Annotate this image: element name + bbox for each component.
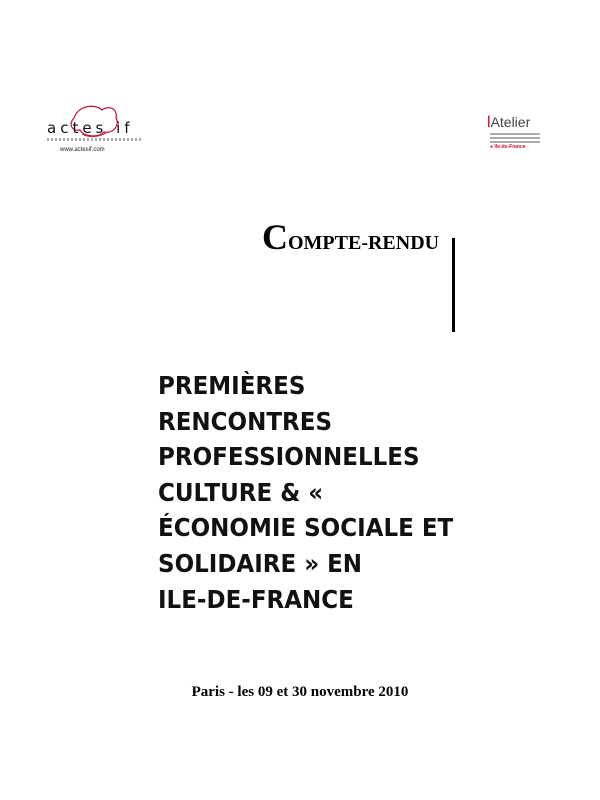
event-title-line: SOLIDAIRE » EN xyxy=(158,548,363,578)
atelier-region: ● Ile-de-France xyxy=(490,144,526,150)
event-title-line: CULTURE & « xyxy=(158,477,324,507)
actesif-url: www.actesif.com xyxy=(60,147,105,153)
title-rest: OMPTE-RENDU xyxy=(288,232,440,254)
actesif-logo xyxy=(44,104,144,160)
atelier-wordmark: lAtelier xyxy=(487,114,531,131)
atelier-logo xyxy=(484,108,554,156)
actesif-wordmark: actes if xyxy=(47,119,134,137)
event-title-line: ÉCONOMIE SOCIALE ET xyxy=(158,513,454,543)
event-title-line: ILE-DE-FRANCE xyxy=(158,584,354,614)
event-date: Paris - les 09 et 30 novembre 2010 xyxy=(191,684,409,700)
document-title xyxy=(262,216,439,258)
actesif-tagline xyxy=(47,138,142,141)
title-vertical-rule xyxy=(452,238,455,332)
event-title xyxy=(158,368,538,617)
event-title-line: PROFESSIONNELLES xyxy=(158,442,420,472)
event-title-line: RENCONTRES xyxy=(158,406,333,436)
event-title-line: PREMIÈRES xyxy=(158,371,306,400)
title-initial: C xyxy=(262,217,288,257)
